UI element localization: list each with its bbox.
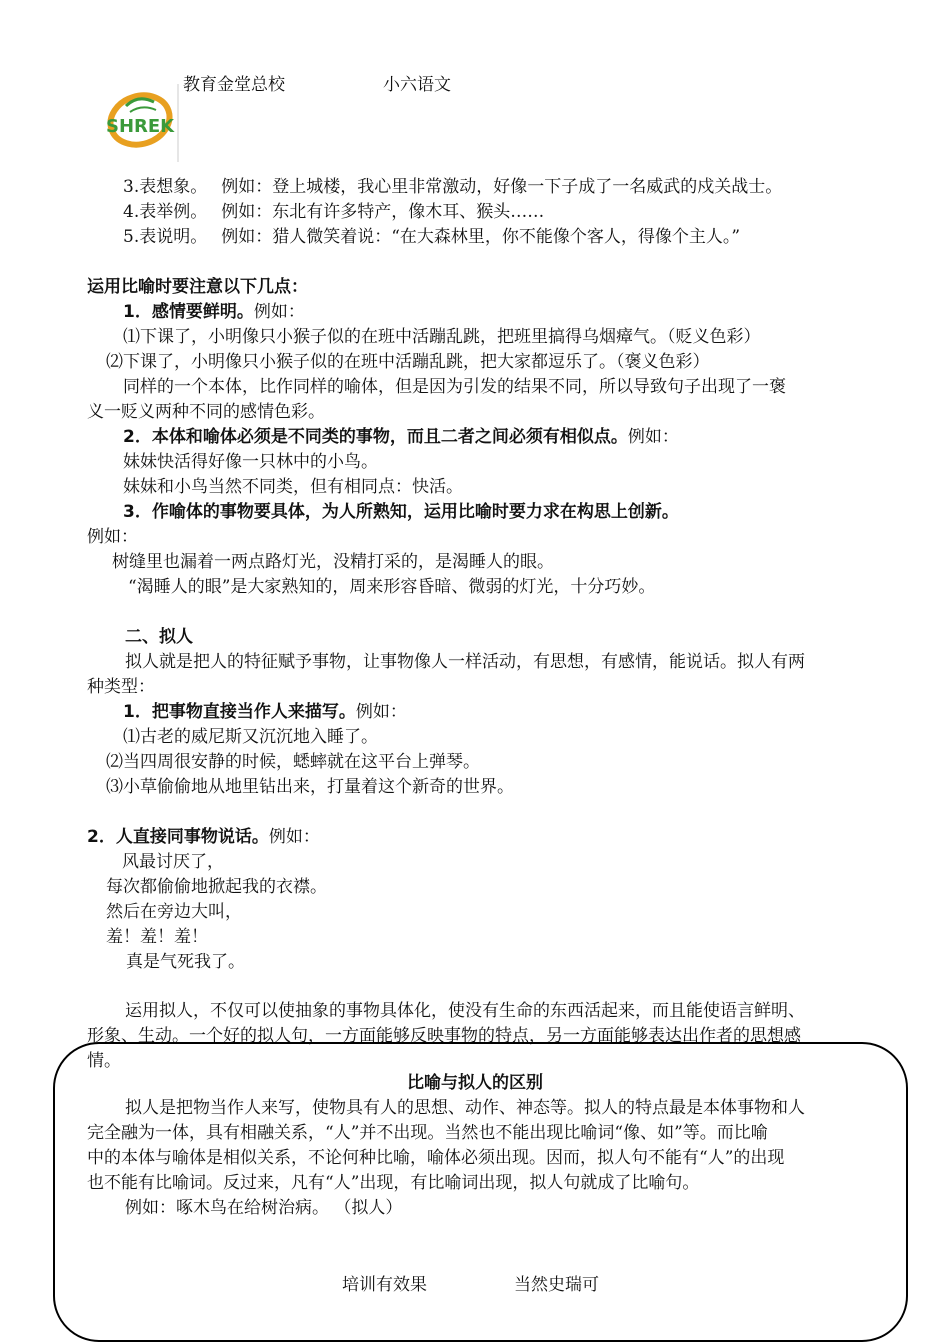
metaphor-heading: 运用比喻时要注意以下几点： — [87, 277, 308, 297]
header-school: 教育金堂总校 — [183, 75, 285, 95]
personification-ex-1: ⑴古老的威尼斯又沉沉地入睡了。 — [123, 727, 378, 747]
point-suffix: 例如： — [253, 302, 305, 322]
type-suffix: 例如： — [355, 702, 407, 722]
metaphor-ex-1: ⑴下课了，小明像只小猴子似的在班中活蹦乱跳，把班里搞得乌烟瘴气。（贬义色彩） — [123, 327, 761, 347]
example-text: 例如：东北有许多特产，像木耳、猴头…… — [221, 202, 545, 222]
logo — [104, 84, 180, 162]
example-label: 4.表举例。 — [123, 202, 208, 222]
poem-line: 然后在旁边大叫， — [106, 902, 242, 922]
personification-para-2c: 情。 — [87, 1051, 121, 1071]
metaphor-para-3: 例如： — [87, 527, 138, 547]
example-4 — [123, 201, 544, 223]
poem-line: 羞！羞！羞！ — [106, 927, 208, 947]
poem-line: 真是气死我了。 — [126, 952, 245, 972]
example-5 — [123, 226, 740, 248]
personification-para-1a: 拟人就是把人的特征赋予事物，让事物像人一样活动，有思想，有感情，能说话。拟人有两 — [125, 652, 805, 672]
metaphor-point-2 — [123, 426, 679, 448]
personification-para-2a: 运用拟人，不仅可以使抽象的事物具体化，使没有生命的东西活起来，而且能使语言鲜明、 — [125, 1001, 805, 1021]
footer-left: 培训有效果 — [342, 1275, 427, 1295]
personification-type-2 — [87, 826, 320, 848]
poem-line: 风最讨厌了， — [122, 852, 224, 872]
header-course: 小六语文 — [383, 75, 451, 95]
metaphor-para-2: 妹妹和小鸟当然不同类，但有相同点：快活。 — [123, 477, 463, 497]
personification-ex-2: ⑵当四周很安静的时候，蟋蟀就在这平台上弹琴。 — [106, 752, 480, 772]
metaphor-ex-2: ⑵下课了，小明像只小猴子似的在班中活蹦乱跳，把大家都逗乐了。（褒义色彩） — [106, 352, 710, 372]
metaphor-ex-4: 树缝里也漏着一两点路灯光，没精打采的，是渴睡人的眼。 — [112, 552, 554, 572]
type-title: 2．人直接同事物说话。 — [87, 827, 269, 847]
type-title: 1．把事物直接当作人来描写。 — [123, 702, 356, 722]
personification-ex-3: ⑶小草偷偷地从地里钻出来，打量着这个新奇的世界。 — [106, 777, 514, 797]
personification-para-1b: 种类型： — [87, 677, 155, 697]
personification-type-1 — [123, 701, 407, 723]
type-suffix: 例如： — [268, 827, 320, 847]
example-text: 例如：登上城楼，我心里非常激动，好像一下子成了一名威武的戍关战士。 — [221, 177, 783, 197]
metaphor-para-1b: 义一贬义两种不同的感情色彩。 — [87, 402, 325, 422]
personification-heading: 二、拟人 — [125, 627, 193, 647]
logo-text: SHREK — [106, 116, 175, 137]
example-text: 例如：猎人微笑着说：“在大森林里，你不能像个客人，得像个主人。” — [221, 227, 741, 247]
footer-right: 当然史瑞可 — [514, 1275, 599, 1295]
point-title: 2．本体和喻体必须是不同类的事物，而且二者之间必须有相似点。 — [123, 427, 628, 447]
metaphor-ex-3: 妹妹快活得好像一只林中的小鸟。 — [123, 452, 378, 472]
comparison-line-4: 也不能有比喻词。反过来，凡有“人”出现，有比喻词出现，拟人句就成了比喻句。 — [87, 1173, 700, 1193]
comparison-line-2: 完全融为一体，具有相融关系，“人”并不出现。当然也不能出现比喻词“像、如”等。而比喻 — [87, 1123, 768, 1143]
example-label: 3.表想象。 — [123, 177, 208, 197]
comparison-line-1: 拟人是把物当作人来写，使物具有人的思想、动作、神态等。拟人的特点最是本体事物和人 — [125, 1098, 805, 1118]
point-suffix: 例如： — [627, 427, 679, 447]
comparison-example: 例如：啄木鸟在给树治病。 （拟人） — [125, 1198, 403, 1218]
example-label: 5.表说明。 — [123, 227, 208, 247]
metaphor-point-3: 3．作喻体的事物要具体，为人所熟知，运用比喻时要力求在构思上创新。 — [123, 502, 679, 522]
metaphor-para-1a: 同样的一个本体，比作同样的喻体，但是因为引发的结果不同，所以导致句子出现了一褒 — [123, 377, 786, 397]
poem-line: 每次都偷偷地掀起我的衣襟。 — [106, 877, 327, 897]
comparison-title: 比喻与拟人的区别 — [407, 1073, 543, 1093]
metaphor-point-1 — [123, 301, 305, 323]
point-title: 1．感情要鲜明。 — [123, 302, 254, 322]
comparison-line-3: 中的本体与喻体是相似关系，不论何种比喻，喻体必须出现。因而，拟人句不能有“人”的出现 — [87, 1148, 785, 1168]
personification-para-2b: 形象、生动。一个好的拟人句，一方面能够反映事物的特点，另一方面能够表达出作者的思想感 — [87, 1026, 801, 1046]
metaphor-para-4: “渴睡人的眼”是大家熟知的，周来形容昏暗、微弱的灯光，十分巧妙。 — [128, 577, 656, 597]
example-3 — [123, 176, 782, 198]
